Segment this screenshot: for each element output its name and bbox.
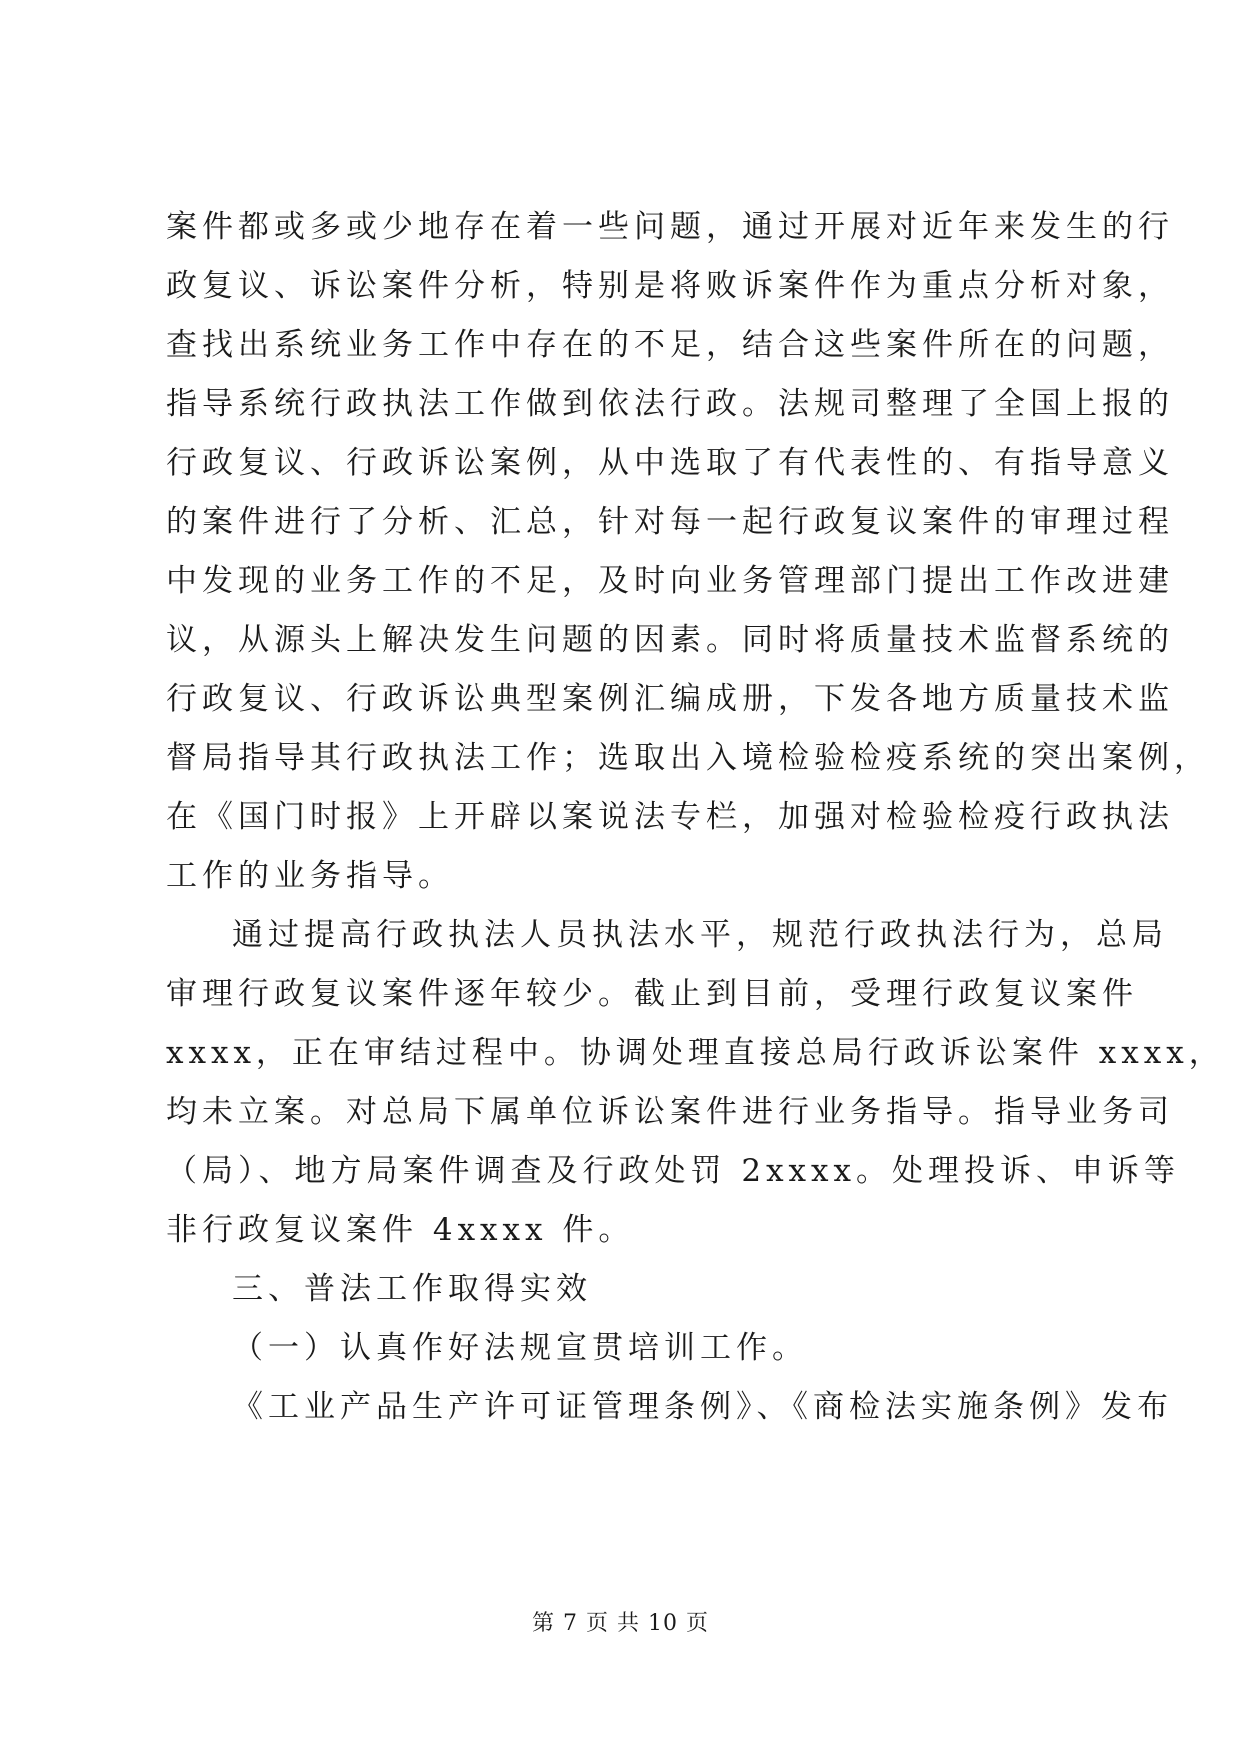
text-line: 议，从源头上解决发生问题的因素。同时将质量技术监督系统的	[166, 622, 1174, 658]
text-line: 《工业产品生产许可证管理条例》、《商检法实施条例》发布	[232, 1389, 1173, 1425]
text-line: xxxx，正在审结过程中。协调处理直接总局行政诉讼案件 xxxx，	[166, 1035, 1225, 1071]
text-line: 案件都或多或少地存在着一些问题，通过开展对近年来发生的行	[166, 209, 1174, 245]
paragraph-review-statistics	[166, 906, 1225, 1260]
paragraph-regulation-training	[166, 1378, 1173, 1437]
subsection-heading	[166, 1319, 1081, 1378]
text-line: 督局指导其行政执法工作；选取出入境检验检疫系统的突出案例，	[166, 740, 1210, 776]
text-line: 三、普法工作取得实效	[232, 1271, 592, 1307]
text-line: 非行政复议案件 4xxxx 件。	[166, 1212, 635, 1248]
text-line: 在《国门时报》上开辟以案说法专栏，加强对检验检疫行政执法	[166, 799, 1174, 835]
text-line: 审理行政复议案件逐年较少。截止到目前，受理行政复议案件	[166, 976, 1138, 1012]
text-line: 中发现的业务工作的不足，及时向业务管理部门提出工作改进建	[166, 563, 1174, 599]
page-number-footer: 第 7 页 共 10 页	[532, 1611, 709, 1636]
text-line: 查找出系统业务工作中存在的不足，结合这些案件所在的问题，	[166, 327, 1174, 363]
text-line: 均未立案。对总局下属单位诉讼案件进行业务指导。指导业务司	[166, 1094, 1174, 1130]
text-line: 行政复议、行政诉讼案例，从中选取了有代表性的、有指导意义	[166, 445, 1174, 481]
paragraph-case-analysis	[166, 198, 1210, 906]
text-line: 通过提高行政执法人员执法水平，规范行政执法行为，总局	[232, 917, 1168, 953]
text-line: 政复议、诉讼案件分析，特别是将败诉案件作为重点分析对象，	[166, 268, 1174, 304]
text-line: 的案件进行了分析、汇总，针对每一起行政复议案件的审理过程	[166, 504, 1174, 540]
text-line: 行政复议、行政诉讼典型案例汇编成册，下发各地方质量技术监	[166, 681, 1174, 717]
text-line: 工作的业务指导。	[166, 858, 454, 894]
document-body	[166, 198, 1225, 1437]
section-heading	[166, 1260, 1081, 1319]
text-line: 指导系统行政执法工作做到依法行政。法规司整理了全国上报的	[166, 386, 1174, 422]
text-line: （一）认真作好法规宣贯培训工作。	[232, 1330, 808, 1366]
text-line: （局）、地方局案件调查及行政处罚 2xxxx。处理投诉、申诉等	[166, 1153, 1181, 1189]
